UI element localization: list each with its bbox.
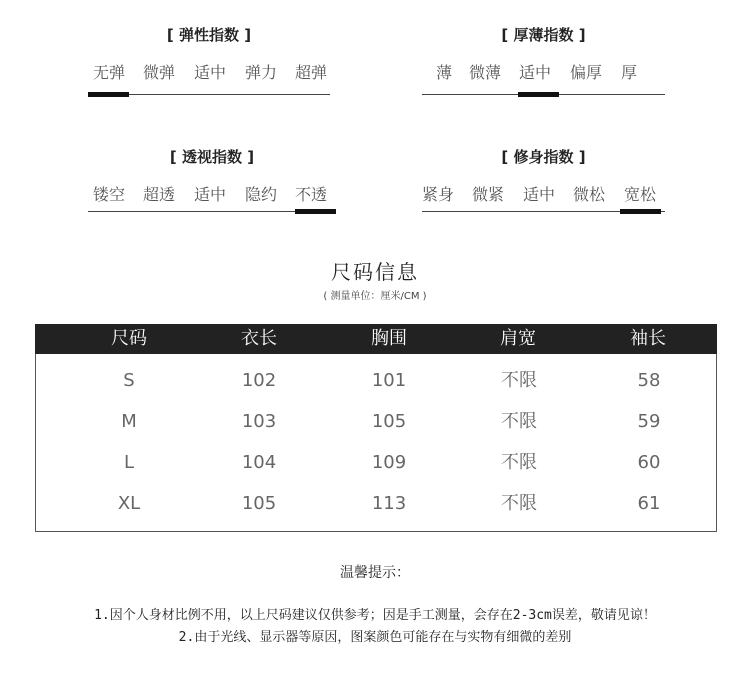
column-header: 衣长 bbox=[241, 328, 277, 349]
table-cell: 104 bbox=[241, 452, 277, 473]
index-option: 宽松 bbox=[624, 185, 657, 204]
table-cell: L bbox=[123, 452, 135, 473]
index-option: 超弹 bbox=[295, 63, 328, 82]
table-cell: 不限 bbox=[501, 493, 537, 514]
table-cell: 不限 bbox=[501, 411, 537, 432]
index-option: 适中 bbox=[523, 185, 556, 204]
index-option: 偏厚 bbox=[570, 63, 603, 82]
tip-line-1: 1.因个人身材比例不用，以上尺码建议仅供参考；因是手工测量，会存在2-3cm误差，敬请见谅！ bbox=[94, 608, 656, 623]
table-header bbox=[35, 324, 717, 354]
table-cell: 101 bbox=[371, 370, 407, 391]
table-cell: 58 bbox=[637, 370, 661, 391]
index-option: 微薄 bbox=[469, 63, 502, 82]
table-row bbox=[36, 483, 716, 524]
table-cell: 105 bbox=[371, 411, 407, 432]
size-info-subtitle: ( 测量单位：厘米/CM ) bbox=[323, 291, 427, 302]
thickness-index bbox=[422, 24, 665, 104]
table-cell: 60 bbox=[637, 452, 661, 473]
index-selected-marker bbox=[295, 209, 336, 214]
index-selected-marker bbox=[518, 92, 559, 97]
index-selected-marker bbox=[88, 92, 129, 97]
index-option: 弹力 bbox=[245, 63, 278, 82]
column-header: 尺码 bbox=[111, 328, 147, 349]
column-header: 肩宽 bbox=[500, 328, 536, 349]
size-info-title: 尺码信息 bbox=[331, 260, 419, 284]
index-option: 适中 bbox=[194, 185, 227, 204]
elasticity-index bbox=[88, 24, 330, 104]
table-cell: 不限 bbox=[501, 370, 537, 391]
index-option: 薄 bbox=[436, 63, 453, 82]
index-title: [ 修身指数 ] bbox=[501, 148, 586, 166]
tips-title: 温馨提示： bbox=[340, 565, 410, 581]
transparency-index bbox=[88, 146, 336, 218]
table-cell: 109 bbox=[371, 452, 407, 473]
index-option: 适中 bbox=[519, 63, 552, 82]
index-title: [ 透视指数 ] bbox=[169, 148, 255, 166]
index-option: 镂空 bbox=[93, 185, 126, 204]
index-option: 微弹 bbox=[143, 63, 176, 82]
table-row bbox=[36, 401, 716, 442]
index-option: 超透 bbox=[143, 185, 176, 204]
index-title: [ 弹性指数 ] bbox=[166, 26, 252, 44]
table-row bbox=[36, 442, 716, 483]
index-option: 厚 bbox=[621, 63, 638, 82]
table-cell: 105 bbox=[241, 493, 277, 514]
table-cell: 61 bbox=[637, 493, 661, 514]
table-cell: 102 bbox=[241, 370, 277, 391]
index-selected-marker bbox=[620, 209, 661, 214]
table-row bbox=[36, 360, 716, 401]
index-option: 不透 bbox=[295, 185, 328, 204]
size-table bbox=[35, 324, 717, 532]
table-cell: 不限 bbox=[501, 452, 537, 473]
index-option: 适中 bbox=[194, 63, 227, 82]
index-option: 微紧 bbox=[472, 185, 505, 204]
column-header: 袖长 bbox=[630, 328, 666, 349]
tip-line-2: 2.由于光线、显示器等原因，图案颜色可能存在与实物有细微的差别 bbox=[178, 630, 572, 645]
index-option: 隐约 bbox=[245, 185, 278, 204]
index-title: [ 厚薄指数 ] bbox=[501, 26, 586, 44]
column-header: 胸围 bbox=[371, 328, 407, 349]
table-cell: S bbox=[123, 370, 135, 391]
table-cell: 59 bbox=[637, 411, 661, 432]
table-cell: 103 bbox=[241, 411, 277, 432]
fit-index bbox=[422, 146, 665, 218]
table-cell: XL bbox=[117, 493, 141, 514]
table-cell: 113 bbox=[371, 493, 407, 514]
index-option: 无弹 bbox=[93, 63, 126, 82]
index-option: 微松 bbox=[573, 185, 606, 204]
index-option: 紧身 bbox=[422, 185, 455, 204]
table-cell: M bbox=[121, 411, 137, 432]
